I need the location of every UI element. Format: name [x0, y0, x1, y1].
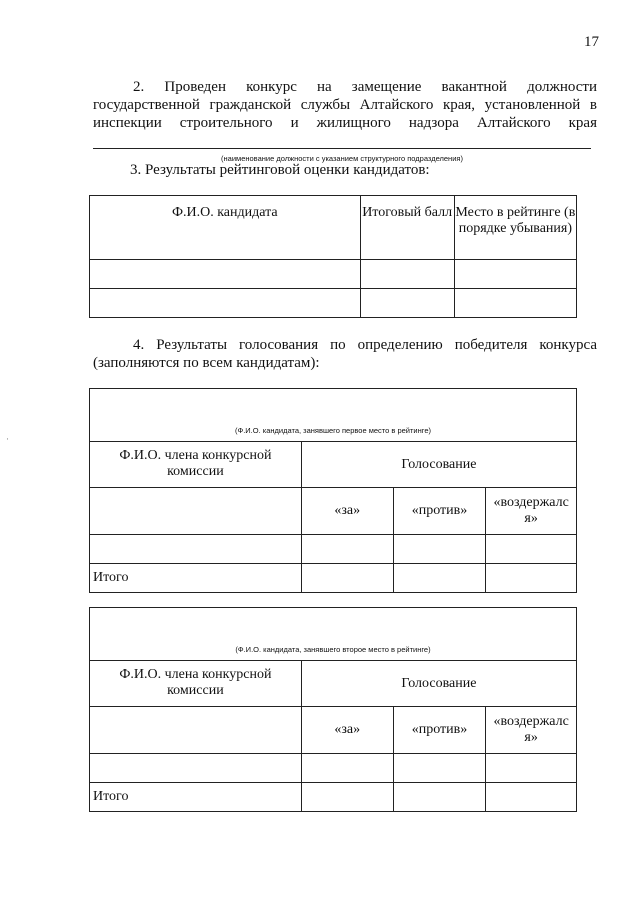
abstain-header-part1: «воздержалс [493, 714, 569, 729]
cell[interactable] [301, 783, 393, 812]
vote-header: Голосование [301, 442, 576, 488]
cell[interactable] [486, 754, 577, 783]
section2-line1 [93, 79, 597, 97]
cell[interactable] [393, 783, 485, 812]
member-name-cell[interactable] [90, 707, 302, 754]
cell[interactable] [90, 260, 361, 289]
member-header: Ф.И.О. члена конкурсной комиссии [90, 442, 302, 488]
section2-line2: государственной гражданской службы Алтайского края, установленной в [93, 97, 597, 113]
section2-number: 2. [133, 79, 145, 95]
section4-line1-text: Результаты голосования по определению победителя конкурса [156, 337, 597, 353]
against-header: «против» [393, 488, 485, 535]
total-row [90, 783, 577, 812]
cell[interactable] [301, 535, 393, 564]
position-underline [93, 148, 591, 149]
section3-title: 3. Результаты рейтинговой оценки кандидатов: [130, 162, 430, 178]
candidate-caption: (Ф.И.О. кандидата, занявшего первое место в рейтинге) [235, 426, 431, 435]
candidate-name-cell[interactable] [90, 389, 577, 442]
section4-number: 4. [133, 337, 145, 353]
cell[interactable] [90, 754, 302, 783]
cell[interactable] [301, 564, 393, 593]
page-number: 17 [584, 34, 599, 50]
total-label: Итого [90, 783, 302, 812]
cell[interactable] [486, 564, 577, 593]
position-caption: (наименование должности с указанием структурного подразделения) [221, 154, 463, 163]
abstain-header [486, 707, 577, 754]
vote-header: Голосование [301, 661, 576, 707]
table-row [90, 754, 577, 783]
table-row [90, 535, 577, 564]
cell[interactable] [454, 260, 576, 289]
cell[interactable] [360, 289, 454, 318]
member-name-cell[interactable] [90, 488, 302, 535]
for-header: «за» [301, 707, 393, 754]
header-total-score: Итоговый балл [360, 196, 454, 260]
abstain-header-part2: я» [524, 511, 538, 526]
cell[interactable] [454, 289, 576, 318]
abstain-header [486, 488, 577, 535]
cell[interactable] [393, 754, 485, 783]
total-label: Итого [90, 564, 302, 593]
member-header: Ф.И.О. члена конкурсной комиссии [90, 661, 302, 707]
cell[interactable] [486, 535, 577, 564]
cell[interactable] [90, 289, 361, 318]
candidate-name-cell[interactable] [90, 608, 577, 661]
section2-line3: инспекции строительного и жилищного надзора Алтайского края [93, 115, 597, 131]
abstain-header-part2: я» [524, 730, 538, 745]
header-candidate-name: Ф.И.О. кандидата [90, 196, 361, 260]
cell[interactable] [301, 754, 393, 783]
cell[interactable] [90, 535, 302, 564]
vote-table-second [89, 607, 577, 812]
rating-table [89, 195, 577, 318]
for-header: «за» [301, 488, 393, 535]
vote-table-first [89, 388, 577, 593]
section4-line1 [93, 337, 597, 355]
table-row [90, 260, 577, 289]
section2-line1-text: Проведен конкурс на замещение вакантной должности [164, 79, 597, 95]
against-header: «против» [393, 707, 485, 754]
cell[interactable] [360, 260, 454, 289]
abstain-header-part1: «воздержалс [493, 495, 569, 510]
section4-line2: (заполняются по всем кандидатам): [93, 355, 320, 371]
table-row [90, 289, 577, 318]
candidate-caption: (Ф.И.О. кандидата, занявшего второе место в рейтинге) [235, 645, 431, 654]
header-rating-place: Место в рейтинге (в порядке убывания) [454, 196, 576, 260]
margin-mark: · [6, 434, 9, 444]
cell[interactable] [393, 564, 485, 593]
total-row [90, 564, 577, 593]
cell[interactable] [393, 535, 485, 564]
cell[interactable] [486, 783, 577, 812]
